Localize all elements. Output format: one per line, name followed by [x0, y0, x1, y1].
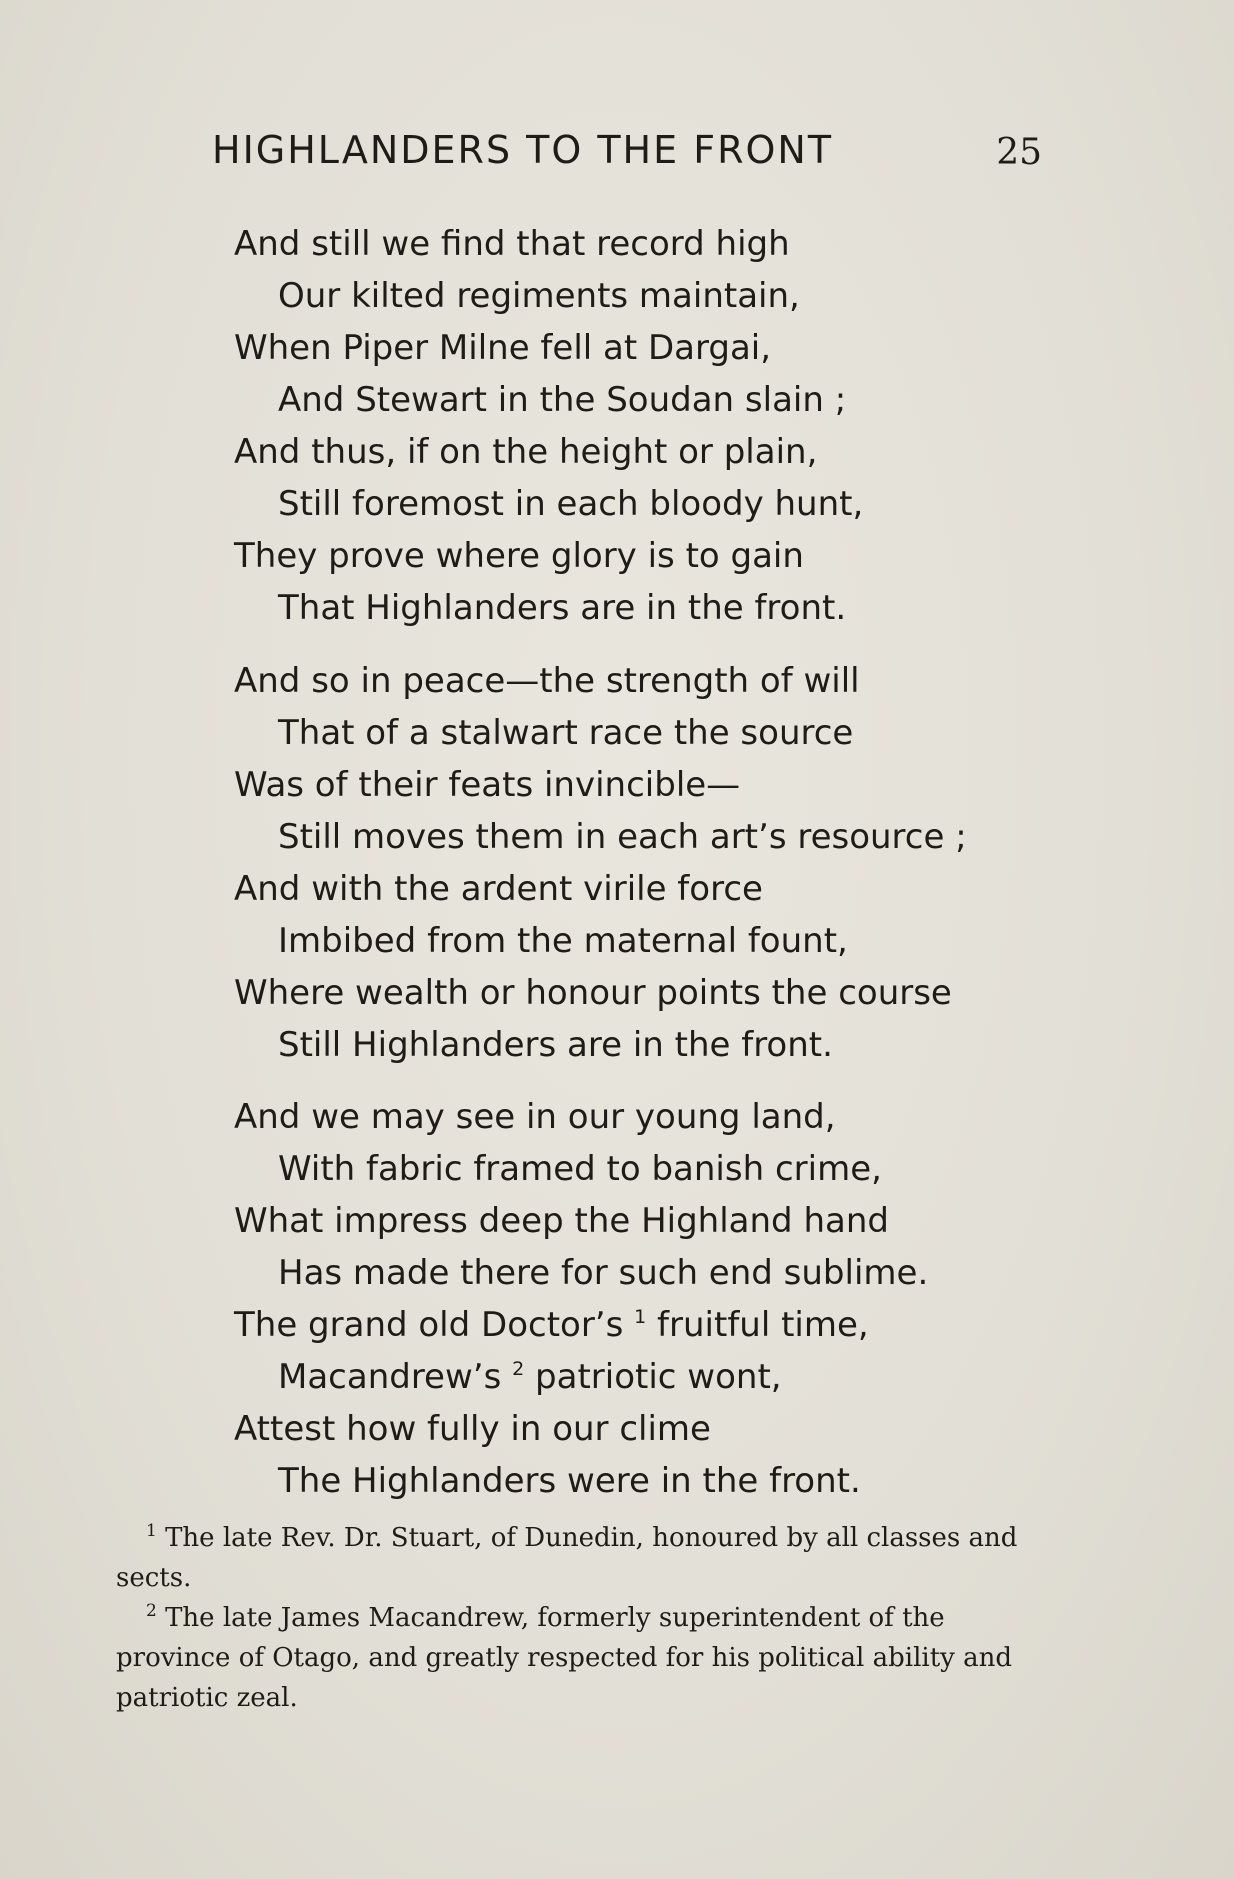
verse-text: The grand old Doctor’s [234, 1305, 624, 1345]
verse-line [234, 1299, 1034, 1351]
footnote-text: The late Rev. Dr. Stuart, of Dunedin, honoured by all classes and sects. [116, 1523, 1018, 1593]
footnote-mark: 1 [146, 1521, 157, 1541]
verse-line: Imbibed from the maternal fount, [278, 921, 848, 961]
footnote-mark: 2 [146, 1601, 157, 1621]
verse-line: And so in peace—the strength of will [234, 661, 860, 701]
running-header [212, 128, 1042, 188]
footnotes [116, 1518, 1051, 1718]
verse-line: And still we find that record high [234, 224, 790, 264]
verse-line: And Stewart in the Soudan slain ; [278, 380, 847, 420]
verse-line: With fabric framed to banish crime, [278, 1149, 882, 1189]
verse-line: And with the ardent virile force [234, 869, 763, 909]
verse-text: patriotic wont, [535, 1357, 782, 1397]
verse-line: Was of their feats invincible— [234, 765, 741, 805]
verse-line: Still foremost in each bloody hunt, [278, 484, 864, 524]
stanza-2 [234, 655, 1034, 1071]
verse-line: Where wealth or honour points the course [234, 973, 952, 1013]
verse-line: They prove where glory is to gain [234, 536, 804, 576]
stanza-1 [234, 218, 1034, 634]
verse-line: The Highlanders were in the front. [278, 1461, 861, 1501]
footnote-1 [116, 1518, 1051, 1598]
verse-line: Still moves them in each art’s resource ; [278, 817, 967, 857]
verse-line: That of a stalwart race the source [278, 713, 854, 753]
verse-line: And we may see in our young land, [234, 1097, 836, 1137]
footnote-text: The late James Macandrew, formerly superintendent of the province of Otago, and greatly respected for his political ability and patriotic zeal. [116, 1603, 1012, 1713]
verse-text: fruitful time, [657, 1305, 869, 1345]
footnote-2 [116, 1598, 1051, 1718]
footnote-ref-2[interactable]: 2 [512, 1358, 525, 1380]
footnote-ref-1[interactable]: 1 [634, 1306, 647, 1328]
stanza-3 [234, 1091, 1034, 1507]
verse-line: Our kilted regiments maintain, [278, 276, 800, 316]
verse-line: And thus, if on the height or plain, [234, 432, 818, 472]
verse-line: Attest how fully in our clime [234, 1409, 711, 1449]
verse-line [234, 1351, 1034, 1403]
verse-line: Has made there for such end sublime. [278, 1253, 929, 1293]
running-title: HIGHLANDERS TO THE FRONT [212, 128, 834, 172]
verse-line: That Highlanders are in the front. [278, 588, 847, 628]
page-number: 25 [996, 132, 1042, 173]
verse-text: Macandrew’s [278, 1357, 502, 1397]
verse-line: When Piper Milne fell at Dargai, [234, 328, 772, 368]
verse-line: Still Highlanders are in the front. [278, 1025, 833, 1065]
verse-line: What impress deep the Highland hand [234, 1201, 889, 1241]
